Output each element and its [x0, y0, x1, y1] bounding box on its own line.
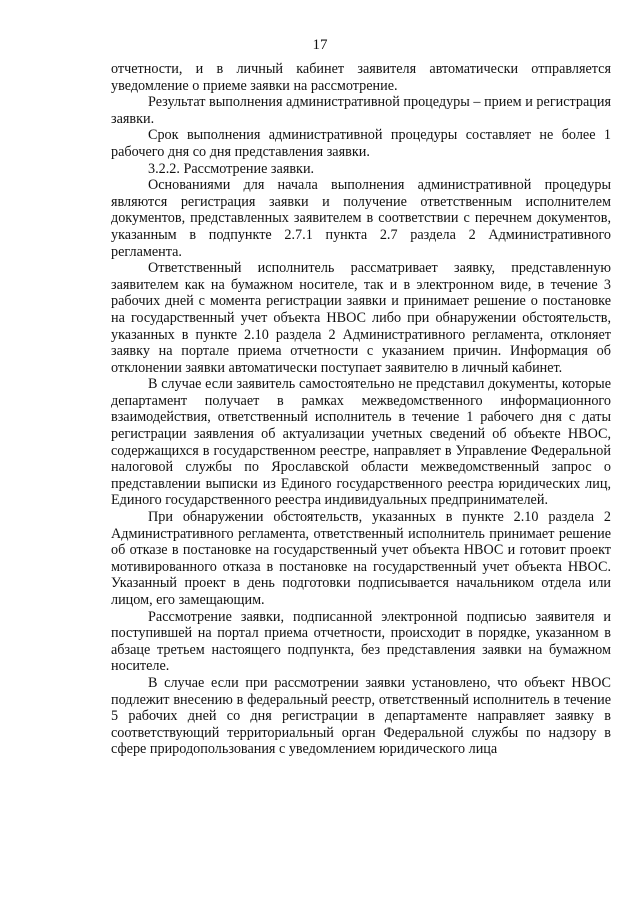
page-number: 17	[312, 37, 328, 53]
paragraph: При обнаружении обстоятельств, указанных в пункте 2.10 раздела 2 Административного регламента, ответственный исполнитель принимает решение об отказе в постановке на государственный учет объекта НВОС и готовит проект мотивированного отказа в постановке на государственный учет объекта НВОС. Указанный проект в день подготовки подписывается начальником отдела или лицом, его замещающим.	[111, 509, 611, 608]
paragraph: Срок выполнения административной процедуры составляет не более 1 рабочего дня со дня представления заявки.	[111, 127, 611, 160]
paragraph: Результат выполнения административной процедуры – прием и регистрация заявки.	[111, 94, 611, 127]
paragraph: Основаниями для начала выполнения административной процедуры являются регистрация заявки и получение ответственным исполнителем документов, представленных заявителем в соответствии с перечнем документов, указанным в подпункте 2.7.1 пункта 2.7 раздела 2 Административного регламента.	[111, 177, 611, 260]
paragraph: Ответственный исполнитель рассматривает заявку, представленную заявителем как на бумажном носителе, так и в электронном виде, в течение 3 рабочих дней с момента регистрации заявки и принимает решение о постановке на государственный учет объекта НВОС либо при обнаружении обстоятельств, указанных в пункте 2.10 раздела 2 Административного регламента, отклоняет заявку на портале приема отчетности с указанием причин. Информация об отклонении заявки автоматически поступает заявителю в личный кабинет.	[111, 260, 611, 376]
body-text	[111, 61, 611, 758]
paragraph: В случае если при рассмотрении заявки установлено, что объект НВОС подлежит внесению в федеральный реестр, ответственный исполнитель в течение 5 рабочих дней со дня регистрации в департаменте направляет заявку в соответствующий территориальный орган Федеральной службы по надзору в сфере природопользования с уведомлением юридического лица	[111, 674, 611, 758]
paragraph: В случае если заявитель самостоятельно не представил документы, которые департамент получает в рамках межведомственного информационного взаимодействия, ответственный исполнитель в течение 1 рабочего дня с даты регистрации заявления об актуализации учетных сведений об объекте НВОС, содержащихся в государственном реестре, направляет в Управление Федеральной налоговой службы по Ярославской области межведомственный запрос о представлении выписки из Единого государственного реестра юридических лиц, Единого государственного реестра индивидуальных предпринимателей.	[111, 376, 611, 509]
paragraph: 3.2.2. Рассмотрение заявки.	[148, 160, 315, 177]
paragraph: отчетности, и в личный кабинет заявителя автоматически отправляется уведомление о приеме заявки на рассмотрение.	[111, 61, 611, 94]
paragraph: Рассмотрение заявки, подписанной электронной подписью заявителя и поступившей на портал приема отчетности, происходит в порядке, указанном в абзаце третьем настоящего подпункта, без представления заявки на бумажном носителе.	[111, 608, 611, 675]
